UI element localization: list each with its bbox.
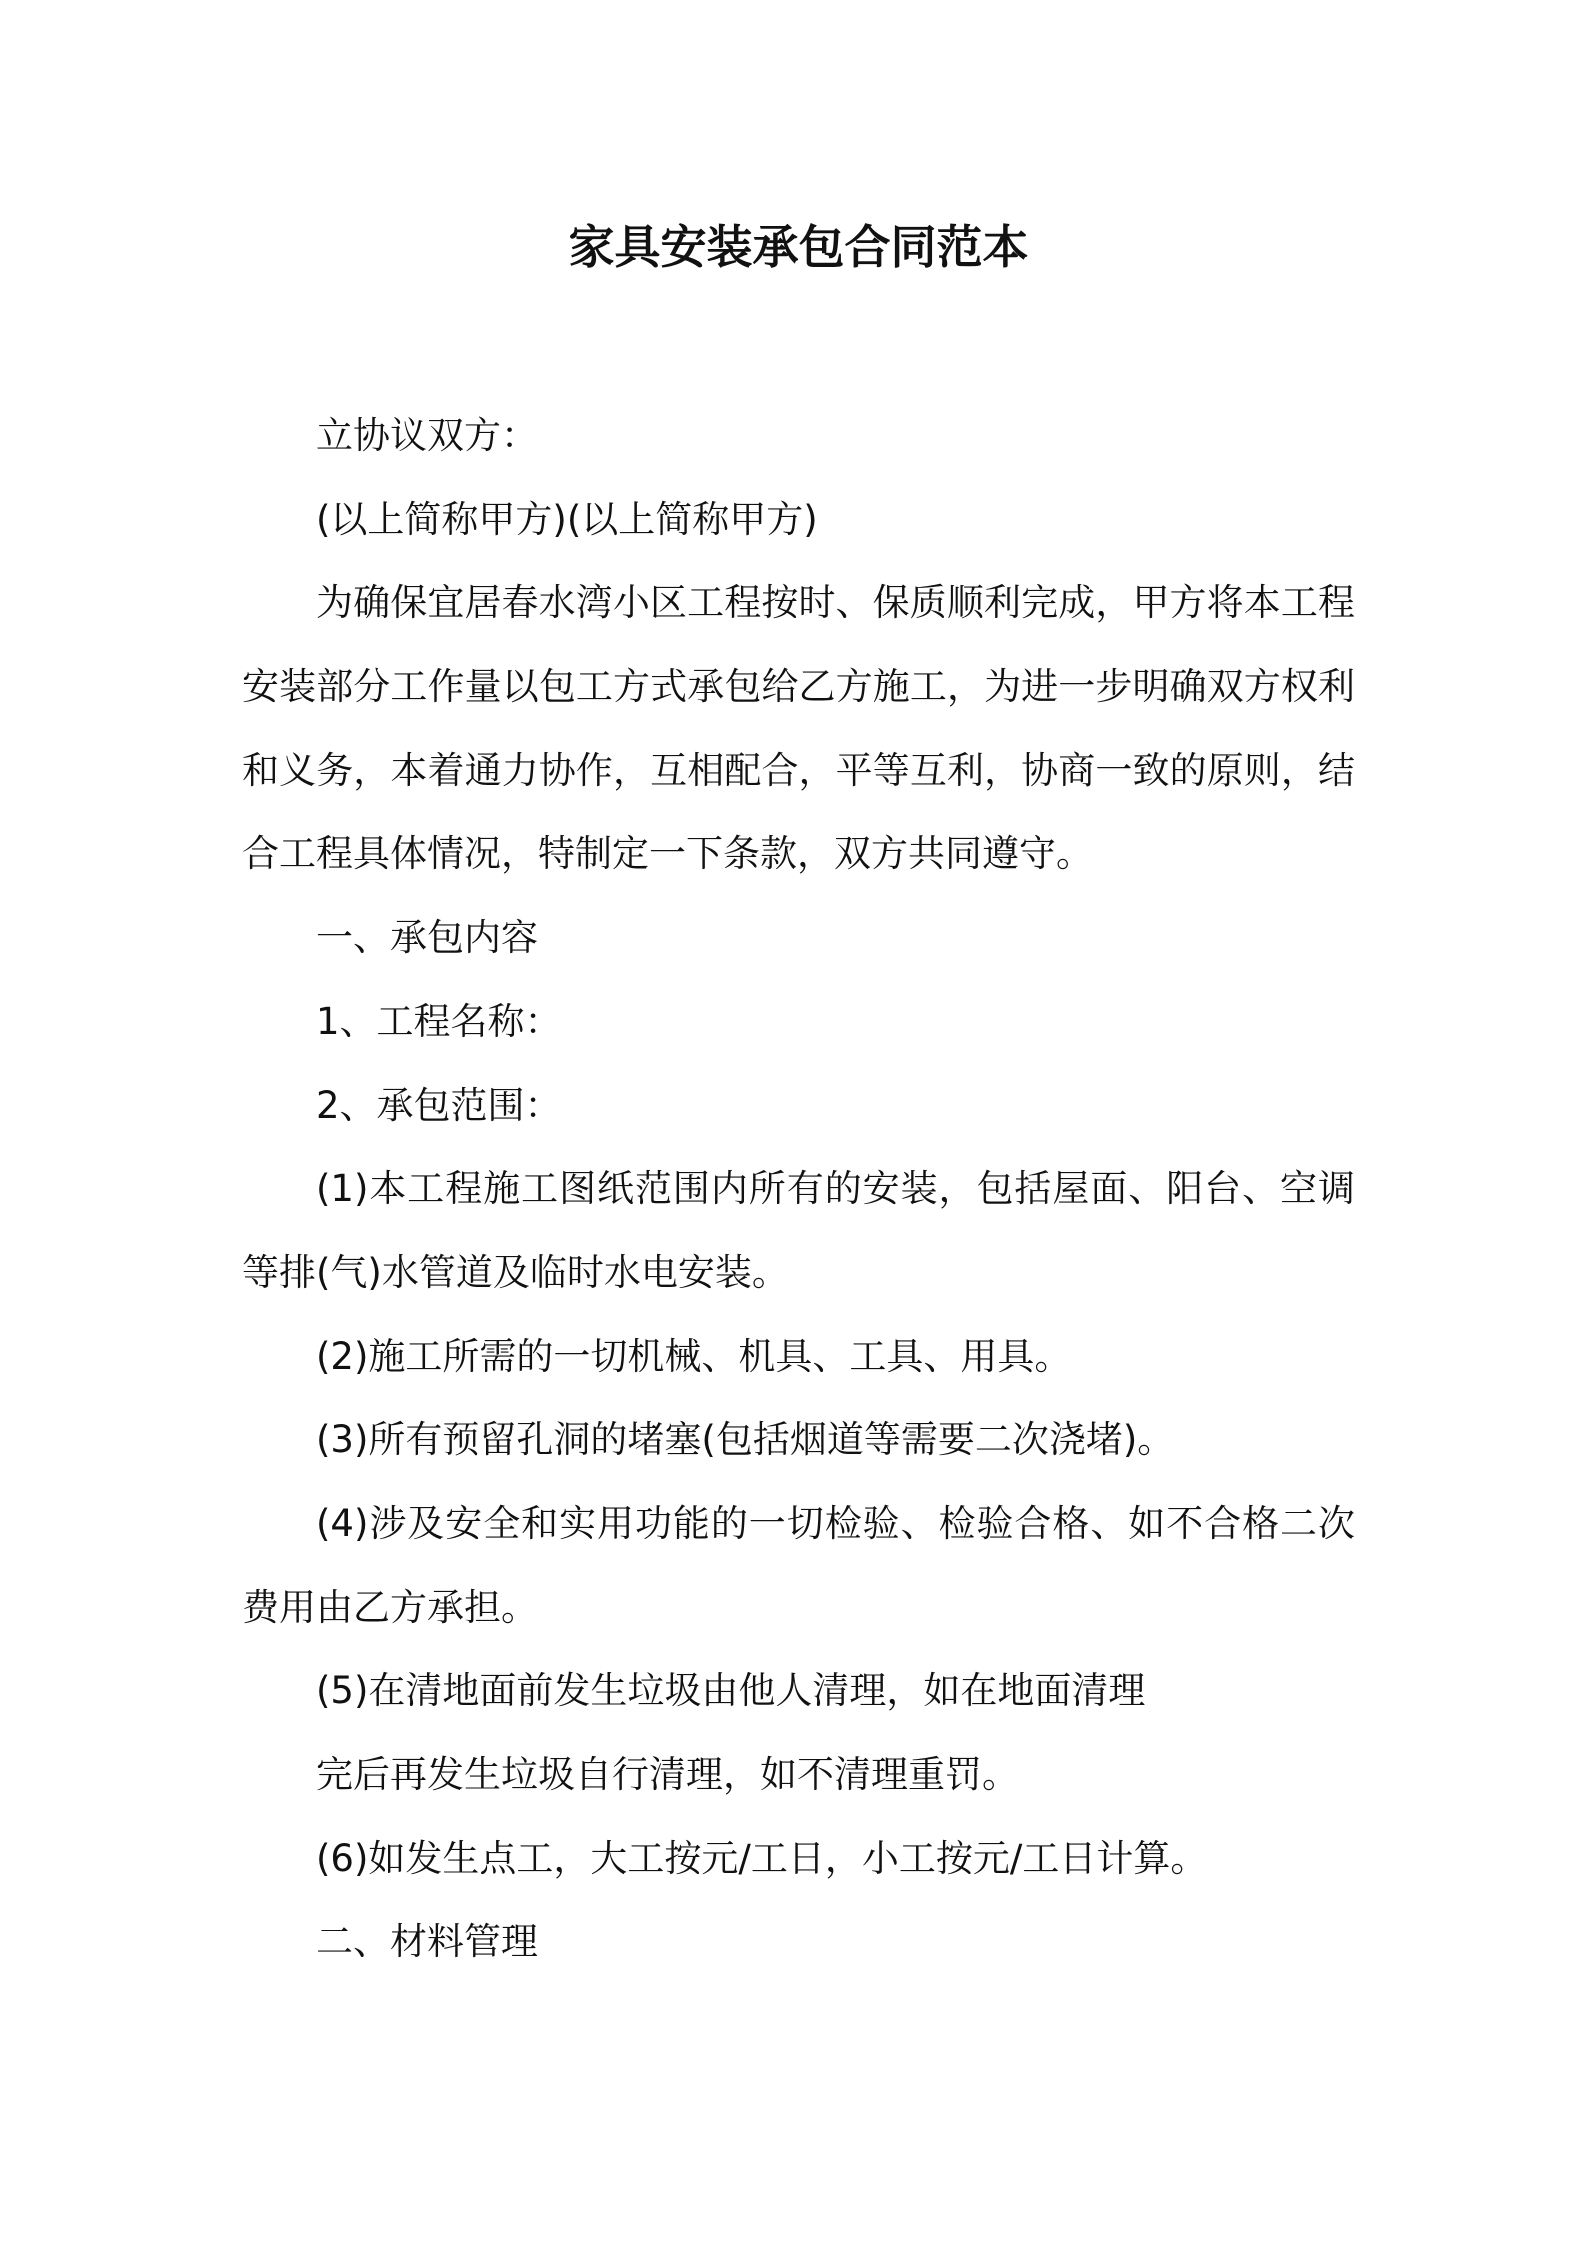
preamble-line: 为确保宜居春水湾小区工程按时、保质顺利完成，甲方将本工程	[316, 581, 1355, 625]
preamble-line: 合工程具体情况，特制定一下条款，双方共同遵守。	[242, 832, 1093, 876]
section-heading-materials: 二、材料管理	[316, 1920, 538, 1964]
document-title: 家具安装承包合同范本	[568, 220, 1029, 274]
scope-item-line: (6)如发生点工，大工按元/工日，小工按元/工日计算。	[316, 1836, 1208, 1880]
preamble-line: 和义务，本着通力协作，互相配合，平等互利，协商一致的原则，结	[242, 748, 1355, 792]
scope-item-line: (2)施工所需的一切机械、机具、工具、用具。	[316, 1334, 1072, 1378]
scope-item-line: (4)涉及安全和实用功能的一切检验、检验合格、如不合格二次	[316, 1501, 1355, 1545]
parties-label: 立协议双方：	[316, 414, 538, 457]
clause-contract-scope: 2、承包范围：	[316, 1083, 562, 1127]
scope-item-line: 完后再发生垃圾自行清理，如不清理重罚。	[316, 1753, 1019, 1796]
parties-note: (以上简称甲方)(以上简称甲方)	[316, 497, 818, 541]
section-heading-scope: 一、承包内容	[316, 916, 538, 960]
scope-item-line: (3)所有预留孔洞的堵塞(包括烟道等需要二次浇堵)。	[316, 1418, 1175, 1462]
document-body	[242, 394, 1355, 1984]
scope-item-line: (5)在清地面前发生垃圾由他人清理，如在地面清理	[316, 1669, 1146, 1713]
scope-item-line: 等排(气)水管道及临时水电安装。	[242, 1250, 789, 1294]
scope-item-line: 费用由乙方承担。	[242, 1585, 538, 1629]
scope-item-line: (1)本工程施工图纸范围内所有的安装，包括屋面、阳台、空调	[316, 1167, 1355, 1211]
clause-project-name: 1、工程名称：	[316, 999, 562, 1043]
preamble-line: 安装部分工作量以包工方式承包给乙方施工，为进一步明确双方权利	[242, 665, 1355, 709]
